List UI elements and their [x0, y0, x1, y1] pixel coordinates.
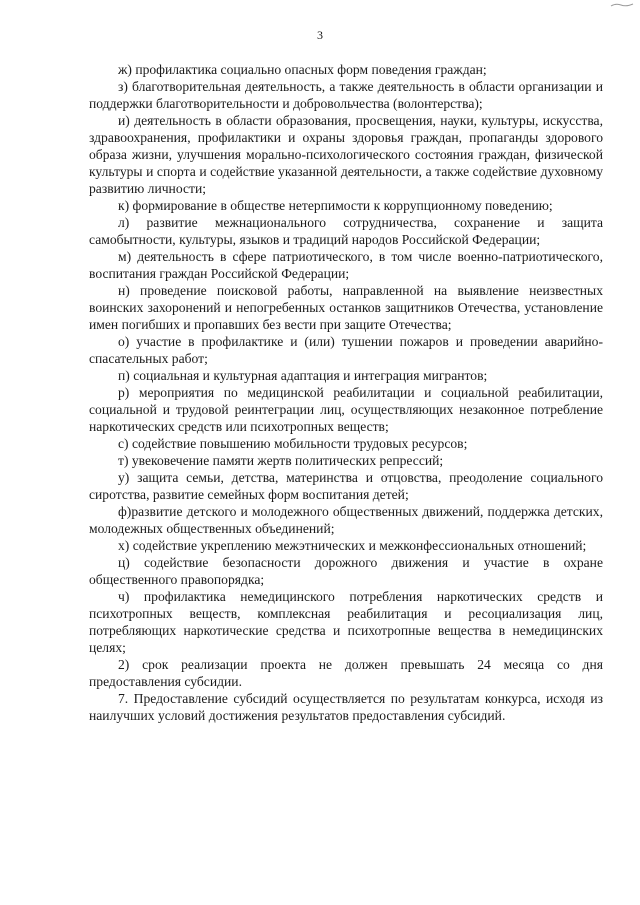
- paragraph-section-7: 7. Предоставление субсидий осуществляется по результатам конкурса, исходя из наилучших условий достижения результатов предоставления субсидий.: [89, 691, 603, 723]
- scan-mark: [610, 2, 634, 8]
- page-number: 3: [317, 28, 323, 42]
- paragraph-t: т) увековечение памяти жертв политических репрессий;: [118, 453, 444, 468]
- paragraph-i: и) деятельность в области образования, просвещения, науки, культуры, искусства, здравоохранения, профилактики и охраны здоровья граждан, пропаганды здорового образа жизни, улучшения морально-психологического состояния граждан, физической культуры и спорта и содействие указанной деятельности, а также содействие духовному развитию личности;: [89, 113, 603, 196]
- paragraph-k: к) формирование в обществе нетерпимости к коррупционному поведению;: [118, 198, 553, 213]
- paragraph-l: л) развитие межнационального сотрудничества, сохранение и защита самобытности, культуры, языков и традиций народов Российской Федерации;: [89, 215, 603, 247]
- paragraph-r: р) мероприятия по медицинской реабилитации и социальной реабилитации, социальной и трудовой реинтеграции лиц, осуществляющих незаконное потребление наркотических средств или психотропных веществ;: [89, 385, 603, 434]
- paragraph-ts: ц) содействие безопасности дорожного движения и участие в охране общественного правопорядка;: [89, 555, 603, 587]
- paragraph-o: о) участие в профилактике и (или) тушении пожаров и проведении аварийно-спасательных работ;: [89, 334, 603, 366]
- document-body: [89, 61, 603, 724]
- paragraph-m: м) деятельность в сфере патриотического, в том числе военно-патриотического, воспитания граждан Российской Федерации;: [89, 249, 603, 281]
- paragraph-kh: х) содействие укреплению межэтнических и межконфессиональных отношений;: [118, 538, 587, 553]
- paragraph-item-2: 2) срок реализации проекта не должен превышать 24 месяца со дня предоставления субсидии.: [89, 657, 603, 689]
- paragraph-n: н) проведение поисковой работы, направленной на выявление неизвестных воинских захоронений и непогребенных останков защитников Отечества, установление имен погибших и пропавших без вести при защите Отечества;: [89, 283, 603, 332]
- paragraph-z: з) благотворительная деятельность, а также деятельность в области организации и поддержки благотворительности и добровольчества (волонтерства);: [89, 79, 603, 111]
- paragraph-p: п) социальная и культурная адаптация и интеграция мигрантов;: [118, 368, 488, 383]
- paragraph-s: с) содействие повышению мобильности трудовых ресурсов;: [118, 436, 468, 451]
- paragraph-ch: ч) профилактика немедицинского потребления наркотических средств и психотропных веществ, комплексная реабилитация и ресоциализация лиц, потребляющих наркотические средства и психотропные вещества в немедицинских целях;: [89, 589, 603, 655]
- paragraph-f: ф)развитие детского и молодежного общественных движений, поддержка детских, молодежных общественных объединений;: [89, 504, 603, 536]
- paragraph-u: у) защита семьи, детства, материнства и отцовства, преодоление социального сиротства, развитие семейных форм воспитания детей;: [89, 470, 603, 502]
- paragraph-zh: ж) профилактика социально опасных форм поведения граждан;: [118, 62, 487, 77]
